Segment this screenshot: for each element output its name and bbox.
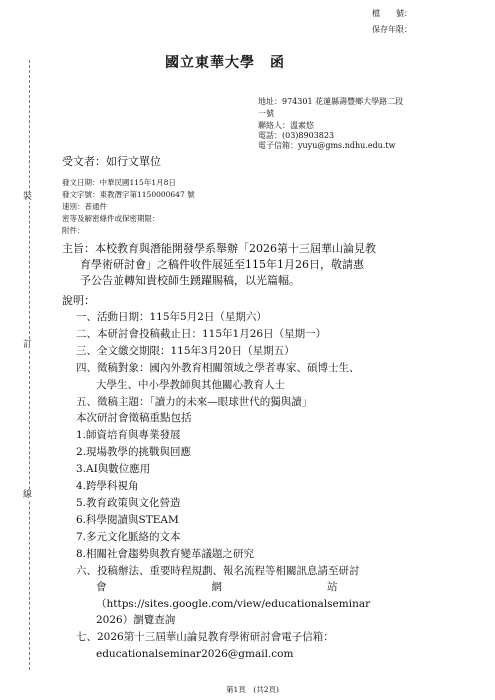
binding-line	[29, 60, 30, 670]
item-6: 六、投稿辦法、重要時程規劃、報名流程等相關訊息請至研討	[76, 565, 360, 577]
item-7: 七、2026第十三屆華山論見教育學術研討會電子信箱：	[76, 631, 334, 643]
item-6-cont-1: 會 網 站	[96, 581, 338, 593]
retention-period-label: 保存年限：	[372, 25, 412, 34]
item-4: 四、徵稿對象：國內外教育相關領域之學者專家、碩博士生、	[76, 362, 360, 374]
item-6-url: （https://sites.google.com/view/educationalseminar	[96, 598, 371, 610]
binding-mark-ding: 訂	[23, 340, 33, 350]
focus-4: 4.跨學科視角	[76, 480, 139, 492]
contact-address: 地址：974301 花蓮縣壽豐鄉大學路二段	[258, 97, 404, 106]
document-number: 發文字號：東教潛字第1150000647 號	[62, 190, 195, 199]
item-4-cont: 大學生、中小學教師與其他關心教育人士	[96, 379, 285, 391]
item-3: 三、全文繳交期限：115年3月20日（星期五）	[76, 345, 295, 357]
contact-phone: 電話：(03)8903823	[258, 131, 335, 140]
focus-6: 6.科學閱讀與STEAM	[76, 514, 179, 526]
item-2: 二、本研討會投稿截止日：115年1月26日（星期一）	[76, 328, 327, 340]
attachment: 附件：	[62, 226, 85, 235]
binding-mark-zhuang: 裝	[23, 192, 33, 202]
focus-7: 7.多元文化脈絡的文本	[76, 531, 181, 543]
item-6-cont-2: 2026）瀏覽查詢	[96, 614, 176, 626]
binding-mark-xian: 線	[23, 490, 33, 500]
focus-5: 5.教育政策與文化營造	[76, 497, 181, 509]
contact-address-cont: 一號	[258, 109, 274, 118]
focus-3: 3.AI與數位應用	[76, 463, 151, 475]
contact-email: 電子信箱：yuyu@gms.ndhu.edu.tw	[258, 141, 396, 150]
page-footer: 第1頁 (共2頁)	[226, 685, 279, 694]
subject-line-3: 予公告並轉知貴校師生踴躍賜稿，以光篇幅。	[80, 274, 300, 287]
item-1: 一、活動日期：115年5月2日（星期六）	[76, 311, 267, 323]
contact-person: 聯絡人：溫素悠	[258, 121, 314, 130]
recipient: 受文者：如行文單位	[62, 155, 161, 168]
issue-date: 發文日期：中華民國115年1月8日	[62, 178, 176, 187]
item-7-email: educationalseminar2026@gmail.com	[96, 648, 294, 660]
focus-2: 2.現場教學的挑戰與回應	[76, 446, 192, 458]
subject-line-1: 主旨：本校教育與潛能開發學系舉辦「2026第十三屆華山論見教	[62, 242, 376, 255]
file-number-label: 檔 號：	[372, 9, 412, 18]
subject-line-2: 育學術研討會」之稿件收件展延至115年1月26日，敬請惠	[80, 258, 364, 271]
focus-1: 1.師資培育與專業發展	[76, 429, 181, 441]
secrecy-level: 密等及解密條件或保密期限：	[62, 214, 160, 223]
item-5: 五、徵稿主題：「讀力的未來—眼球世代的獨與讀」	[76, 396, 313, 408]
focus-8: 8.相關社會趨勢與教育變革議題之研究	[76, 548, 255, 560]
explanation-label: 說明：	[62, 294, 95, 307]
document-title: 國立東華大學 函	[165, 55, 285, 71]
focus-intro: 本次研討會徵稿重點包括	[76, 412, 192, 424]
delivery-speed: 速別：普通件	[62, 202, 107, 211]
